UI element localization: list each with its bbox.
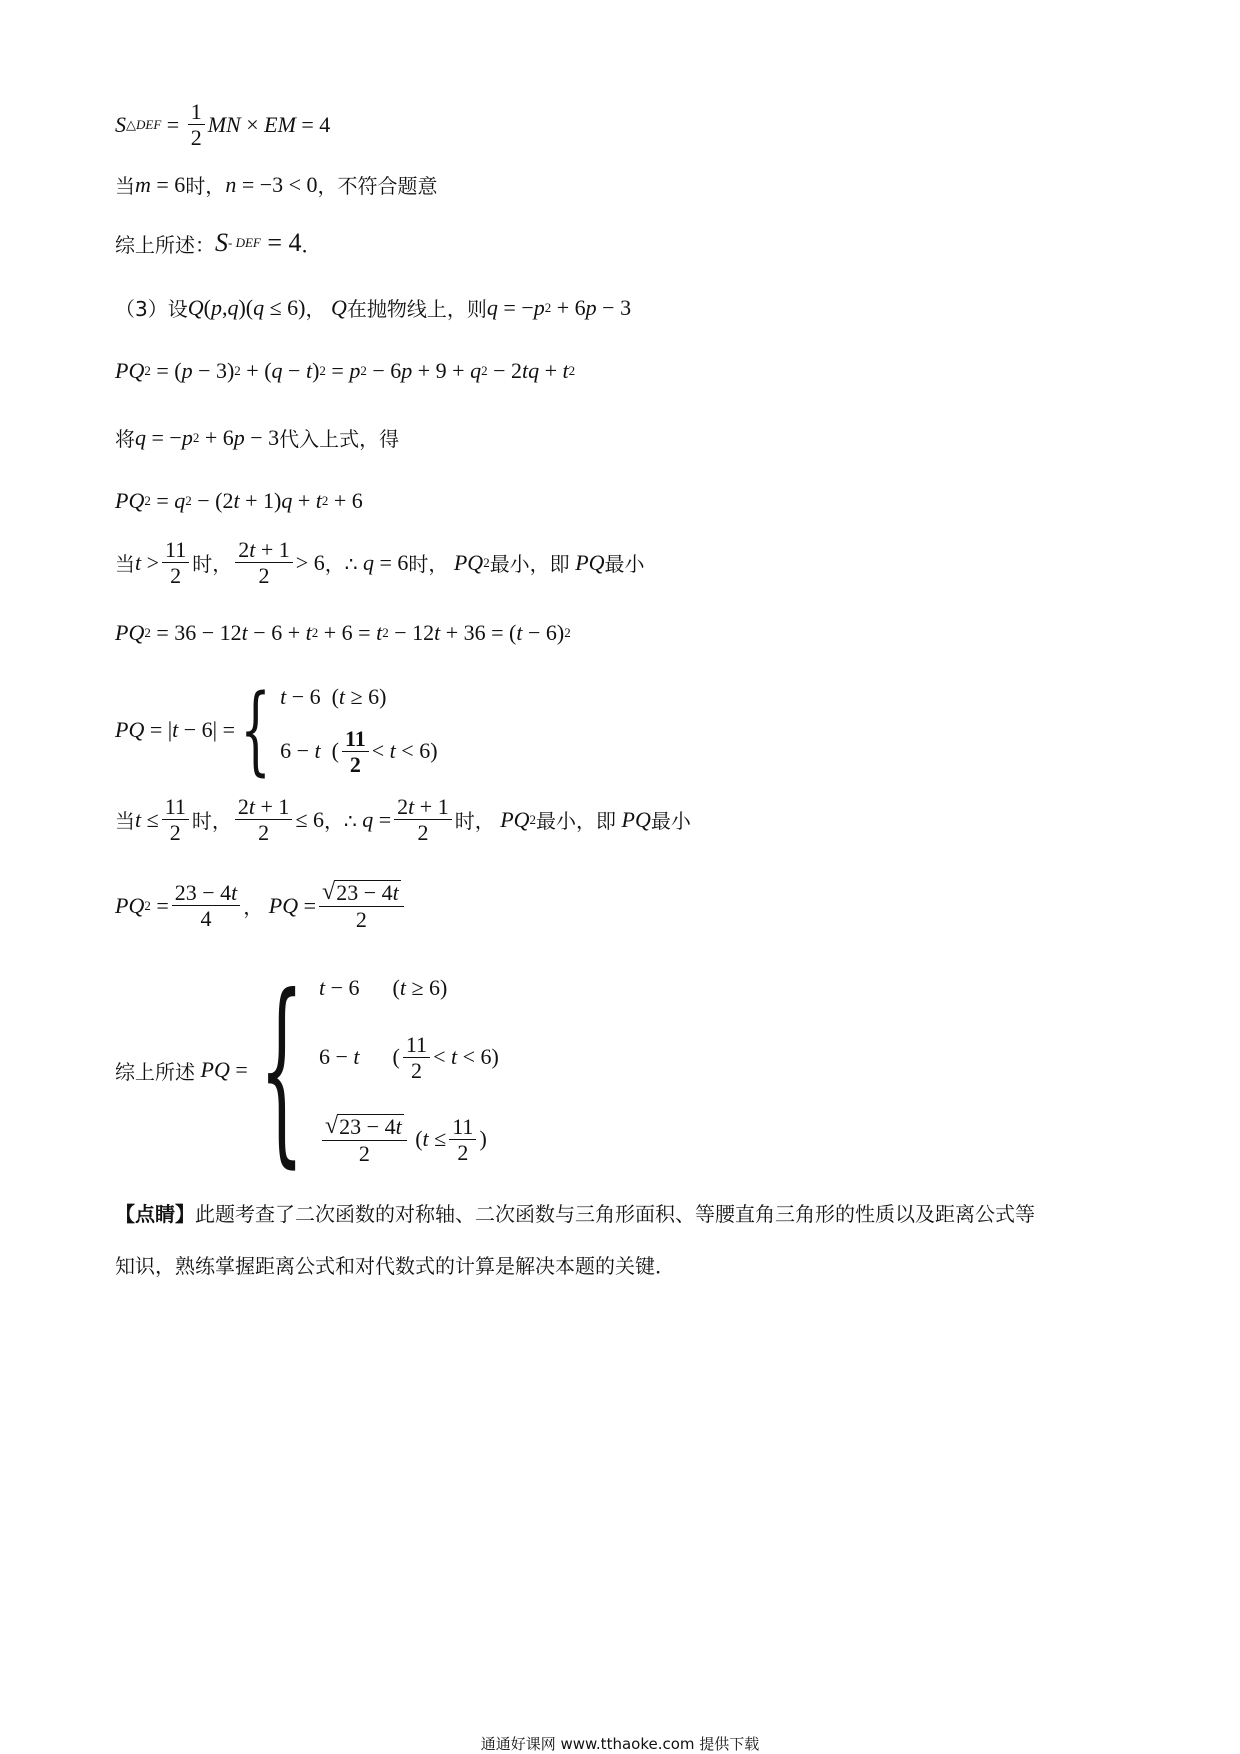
pq-squared-quadratic: PQ 2 = q 2 − (2 t + 1) q + t 2 + 6 [115, 488, 363, 513]
note-text-1: 此题考查了二次函数的对称轴、二次函数与三角形面积、等腰直角三角形的性质以及距离公式等 [195, 1202, 1035, 1226]
pq-squared-expansion: PQ 2 = ( p − 3) 2 + ( q − t ) 2 = p 2 − 6 p + 9 + q 2 − 2 tq + t 2 [115, 358, 576, 383]
case-m6-line: 当 m = 6 时， n = −3 < 0 ，不符合题意 [115, 171, 438, 198]
substitute-line: 将 q = − p 2 + 6 p − 3 代入上式，得 [115, 424, 400, 451]
summary-area-line: 综上所述： S - DEF = 4 ． [115, 228, 322, 257]
pq-final-piecewise: 综上所述 PQ = { t − 6 ( t ≥ 6) 6 − t ( $\frac{11}{2}$ < t < 6) √ 23 − 4t 2 ( t ≤ $\frac{11}{2}$ ) [115, 953, 499, 1186]
pq-squared-case1: PQ 2 = 36 − 12 t − 6 + t 2 + 6 = t 2 − 12 t + 36 = ( t − 6) 2 [115, 620, 571, 645]
formula-area-def: S △DEF = $\frac{1}{2}$ MN × EM = 4 [115, 99, 331, 151]
part3-setup-line: （3）设 Q ( p , q )( q ≤ 6) ， Q 在抛物线上，则 q = − p 2 + 6 p − 3 [115, 294, 632, 321]
pq-case2-values: PQ 2 = $\frac{23 - 4t}{4}$ ， PQ = √ 23 − 4t 2 [115, 880, 407, 931]
pq-abs-piecewise: PQ = | t − 6| = { t − 6 ( t ≥ 6) 6 − t ( $\frac{11}{2}$ < t < 6) [115, 674, 438, 786]
note-text-2: 知识，熟练掌握距离公式和对代数式的计算是解决本题的关键． [115, 1254, 675, 1278]
case-t-le-line: 当 t ≤ $\frac{11}{2}$ 时， $\frac{2t + 1}{2}$ ≤ 6 ，∴ q = $\frac{2t + 1}{2}$ 时， PQ 2 最小，即 PQ 最小 [115, 794, 691, 846]
case-t-gt-line: 当 t > $\frac{11}{2}$ 时， $\frac{2t + 1}{2}$ > 6 ，∴ q = 6 时， PQ 2 最小，即 PQ 最小 [115, 537, 645, 589]
note-label: 【点睛】 [115, 1202, 195, 1226]
note-line-2 [115, 1250, 675, 1279]
page-footer: 通通好课网 www.tthaoke.com 提供下载 [480, 1735, 760, 1753]
note-line-1 [115, 1198, 1035, 1227]
